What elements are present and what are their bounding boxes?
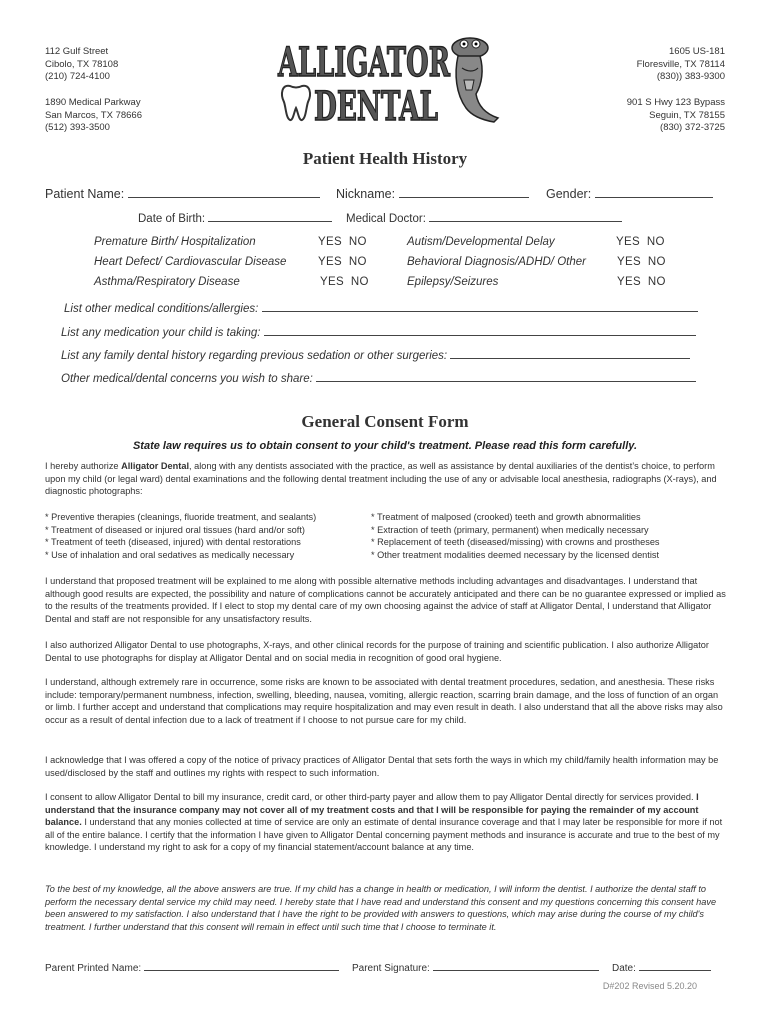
intro-text: I hereby authorize — [45, 461, 122, 471]
address-line: Cibolo, TX 78108 — [45, 58, 119, 70]
question-medical-conditions[interactable] — [64, 302, 698, 315]
yes-no-asthma[interactable] — [320, 276, 369, 288]
consent-paragraph-treatment: I understand that proposed treatment will be explained to me along with possible alternative methods including advantages and disadvantages. I understand that although good results are expected, the possibility and nature of complications cannot be accurately anticipated and there can be no guarantee expressed or implied as to the results of the treatments provided. If I elect to stop my dental care of my own choosing against the advice of staff at Alligator Dental, I understand that Alligator Dental and staff are not responsible for any unsatisfactory results. — [45, 576, 726, 624]
yes-option[interactable]: YES — [617, 276, 641, 288]
yes-no-heart-defect[interactable] — [318, 256, 367, 268]
no-option[interactable]: NO — [350, 276, 369, 288]
parent-signature-label: Parent Signature: — [352, 963, 430, 974]
intro-text: , along with any dentists associated with the practice, as well as assistance by dental auxiliaries of the dentist’s choice, to perform upon my child (or legal ward) dental examinations and the following dental treatment including the use of any or advisable local anesthesia, radiographs (X-rays), and diagnostic photographs: — [45, 461, 717, 497]
yes-option[interactable]: YES — [318, 236, 342, 248]
address-line: 112 Gulf Street — [45, 46, 109, 57]
yes-option[interactable]: YES — [318, 256, 342, 268]
question-label: List any family dental history regarding previous sedation or other surgeries: — [61, 350, 448, 362]
yes-option[interactable]: YES — [617, 256, 641, 268]
address-san-marcos — [45, 97, 142, 135]
medical-doctor-field[interactable] — [346, 212, 622, 225]
form-revision: D#202 Revised 5.20.20 — [602, 981, 697, 991]
condition-asthma: Asthma/Respiratory Disease — [94, 276, 240, 288]
question-medication[interactable] — [61, 326, 696, 339]
no-option[interactable]: NO — [646, 236, 665, 248]
question-label: List any medication your child is taking: — [61, 327, 261, 339]
history-title: Patient Health History — [302, 149, 468, 168]
nickname-field[interactable] — [336, 187, 529, 201]
question-family-history[interactable] — [61, 349, 690, 362]
address-line: 901 S Hwy 123 Bypass — [626, 97, 725, 108]
consent-intro — [45, 460, 727, 498]
yes-no-behavioral[interactable] — [617, 256, 666, 268]
treatment-item: * Extraction of teeth (primary, permanent) when medically necessary — [371, 524, 649, 535]
condition-epilepsy: Epilepsy/Seizures — [407, 276, 499, 288]
billing-text: I consent to allow Alligator Dental to bill my insurance, credit card, or other third-party payer and allow them to pay Alligator Dental directly for services provided. — [45, 792, 697, 802]
logo-text-top: ALLIGATOR — [277, 39, 451, 86]
no-option[interactable]: NO — [348, 236, 367, 248]
tooth-icon — [282, 86, 310, 120]
condition-premature-birth: Premature Birth/ Hospitalization — [94, 236, 256, 248]
logo-text-bottom: DENTAL — [314, 83, 438, 130]
condition-heart-defect: Heart Defect/ Cardiovascular Disease — [94, 256, 287, 268]
treatment-list-left — [45, 511, 316, 561]
date-blank[interactable] — [639, 961, 711, 971]
gender-label: Gender: — [546, 187, 592, 201]
consent-paragraph-risks: I understand, although extremely rare in occurrence, some risks are known to be associated with dental treatment procedures, sedation, and anesthesia. These risks include: temporary/permanent numbness, infection, swelling, bleeding, nausea, vomiting, allergic reaction, scarring brain damage, and the loss of function of an organ or limb. I further accept and understand that complications may require hospitalization and may even result in death. I also understand that all the above risks may also occur as a result of dental infection due to a lack of treatment if I choose to not pursue care for my child. — [45, 677, 723, 725]
address-line: Seguin, TX 78155 — [649, 109, 725, 121]
treatment-item: * Other treatment modalities deemed necessary by the licensed dentist — [371, 549, 660, 560]
no-option[interactable]: NO — [348, 256, 367, 268]
consent-title: General Consent Form — [301, 412, 469, 431]
address-phone: (830) 372-3725 — [660, 122, 725, 133]
treatment-item: * Treatment of malposed (crooked) teeth and growth abnormalities — [371, 512, 641, 522]
consent-paragraph-photos: I also authorized Alligator Dental to use photographs, X-rays, and other clinical records for the purpose of training and scientific publication. I also authorize Alligator Dental to use photographs for display at Alligator Dental and on social media in recognition of good oral hygiene. — [45, 640, 709, 663]
condition-autism: Autism/Developmental Delay — [407, 236, 555, 248]
alligator-mascot-icon — [452, 38, 498, 122]
address-cibolo — [45, 46, 118, 84]
question-label: Other medical/dental concerns you wish to share: — [61, 373, 313, 385]
patient-name-field[interactable] — [45, 187, 320, 201]
address-line: 1605 US-181 — [669, 46, 725, 57]
address-phone: (512) 393-3500 — [45, 122, 110, 133]
address-line: San Marcos, TX 78666 — [45, 109, 142, 121]
consent-paragraph-attestation: To the best of my knowledge, all the above answers are true. If my child has a change in health or medication, I will inform the dentist. I authorize the dental staff to perform the necessary dental service my child may need. I hereby state that I have read and understand this consent and my questions concerning this consent have been answered to my satisfaction. I also understand that I have the right to be provided with answers to questions, which may arise during the course of my child's treatment. I further understand that this consent will remain in effect until such time that I choose to terminate it. — [45, 884, 717, 932]
patient-name-label: Patient Name: — [45, 187, 125, 201]
address-phone: (210) 724-4100 — [45, 71, 110, 82]
address-seguin — [627, 97, 725, 135]
question-other-concerns[interactable] — [61, 372, 696, 385]
treatment-item: * Treatment of teeth (diseased, injured) with dental restorations — [45, 537, 301, 548]
parent-signature-field[interactable] — [352, 961, 599, 974]
treatment-item: * Treatment of diseased or injured oral tissues (hard and/or soft) — [45, 524, 305, 535]
alligator-dental-logo — [268, 34, 504, 130]
billing-text: I understand that any monies collected at time of service are only an estimate of dental insurance coverage and that I may later be responsible for more if not all of the entire balance. I certify that the information I have given to Alligator Dental concerning payment methods and insurance is accurate and true to the best of my knowledge. I understand my right to ask for a copy of my financial statement/account balance at any time. — [45, 817, 723, 853]
yes-option[interactable]: YES — [320, 276, 344, 288]
treatment-item: * Use of inhalation and oral sedatives as medically necessary — [45, 549, 295, 560]
address-line: 1890 Medical Parkway — [45, 97, 141, 108]
medical-doctor-blank[interactable] — [429, 212, 622, 222]
dob-blank[interactable] — [208, 212, 332, 222]
answer-blank[interactable] — [262, 302, 698, 312]
dob-label: Date of Birth: — [138, 213, 206, 225]
date-label: Date: — [612, 963, 636, 974]
medical-doctor-label: Medical Doctor: — [346, 213, 426, 225]
parent-signature-blank[interactable] — [433, 961, 599, 971]
answer-blank[interactable] — [450, 349, 690, 359]
treatment-list-right — [371, 511, 660, 561]
answer-blank[interactable] — [264, 326, 696, 336]
date-field[interactable] — [612, 961, 711, 974]
address-floresville — [637, 46, 725, 84]
parent-name-field[interactable] — [45, 961, 339, 974]
parent-name-label: Parent Printed Name: — [45, 963, 142, 974]
practice-name: Alligator Dental — [121, 461, 190, 471]
yes-no-epilepsy[interactable] — [617, 276, 666, 288]
nickname-blank[interactable] — [399, 188, 529, 198]
answer-blank[interactable] — [316, 372, 696, 382]
consent-subhead: State law requires us to obtain consent to your child's treatment. Please read this form carefully. — [132, 440, 638, 452]
parent-name-blank[interactable] — [144, 961, 339, 971]
gender-blank[interactable] — [595, 188, 713, 198]
yes-no-autism[interactable] — [616, 236, 665, 248]
yes-no-premature-birth[interactable] — [318, 236, 367, 248]
yes-option[interactable]: YES — [616, 236, 640, 248]
dob-field[interactable] — [138, 212, 332, 225]
patient-name-blank[interactable] — [128, 188, 320, 198]
condition-behavioral: Behavioral Diagnosis/ADHD/ Other — [407, 256, 586, 268]
billing-responsibility: I understand that the insurance company may not cover all of my treatment costs and that I will be responsible for paying the remainder of my account balance. — [45, 792, 699, 828]
consent-paragraph-billing — [45, 791, 727, 854]
treatment-item: * Replacement of teeth (diseased/missing) with crowns and prostheses — [371, 537, 660, 548]
question-label: List other medical conditions/allergies: — [64, 303, 259, 315]
address-phone: (830)) 383-9300 — [656, 71, 725, 82]
nickname-label: Nickname: — [336, 187, 396, 201]
gender-field[interactable] — [546, 187, 713, 201]
no-option[interactable]: NO — [647, 276, 666, 288]
no-option[interactable]: NO — [647, 256, 666, 268]
treatment-item: * Preventive therapies (cleanings, fluoride treatment, and sealants) — [45, 512, 317, 522]
address-line: Floresville, TX 78114 — [636, 58, 725, 70]
consent-paragraph-privacy: I acknowledge that I was offered a copy of the notice of privacy practices of Alligator Dental that sets forth the ways in which my child/family health information may be used/disclosed by the staff and outlines my rights with respect to such information. — [45, 755, 719, 778]
